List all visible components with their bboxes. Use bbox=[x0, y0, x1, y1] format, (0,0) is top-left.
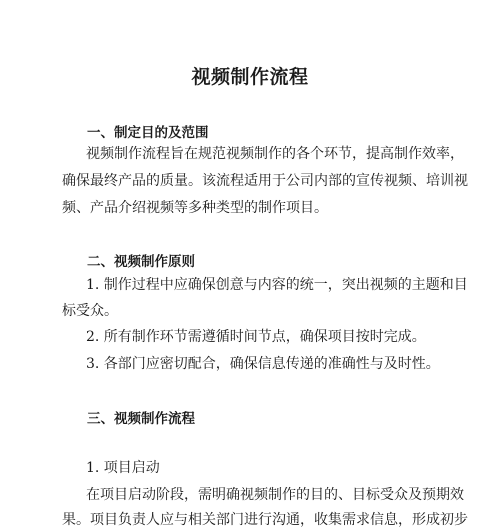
paragraph-line: 视频制作流程旨在规范视频制作的各个环节，提高制作效率， bbox=[86, 146, 464, 162]
paragraph-line: 3. 各部门应密切配合，确保信息传递的准确性与及时性。 bbox=[86, 356, 440, 372]
paragraph-line: 在项目启动阶段，需明确视频制作的目的、目标受众及预期效 bbox=[86, 487, 464, 503]
paragraph-line: 频、产品介绍视频等多种类型的制作项目。 bbox=[62, 200, 328, 216]
subsection-heading: 1. 项目启动 bbox=[86, 460, 160, 476]
paragraph-line: 果。项目负责人应与相关部门进行沟通，收集需求信息，形成初步 bbox=[62, 512, 468, 528]
section-heading-process: 三、视频制作流程 bbox=[87, 411, 195, 427]
paragraph-line: 确保最终产品的质量。该流程适用于公司内部的宣传视频、培训视 bbox=[62, 173, 468, 189]
section-heading-purpose: 一、制定目的及范围 bbox=[87, 125, 209, 141]
document-title: 视频制作流程 bbox=[191, 66, 309, 88]
paragraph-line: 标受众。 bbox=[62, 303, 118, 319]
paragraph-line: 1. 制作过程中应确保创意与内容的统一，突出视频的主题和目 bbox=[86, 277, 468, 293]
section-heading-principles: 二、视频制作原则 bbox=[87, 254, 195, 270]
paragraph-line: 2. 所有制作环节需遵循时间节点，确保项目按时完成。 bbox=[86, 329, 426, 345]
